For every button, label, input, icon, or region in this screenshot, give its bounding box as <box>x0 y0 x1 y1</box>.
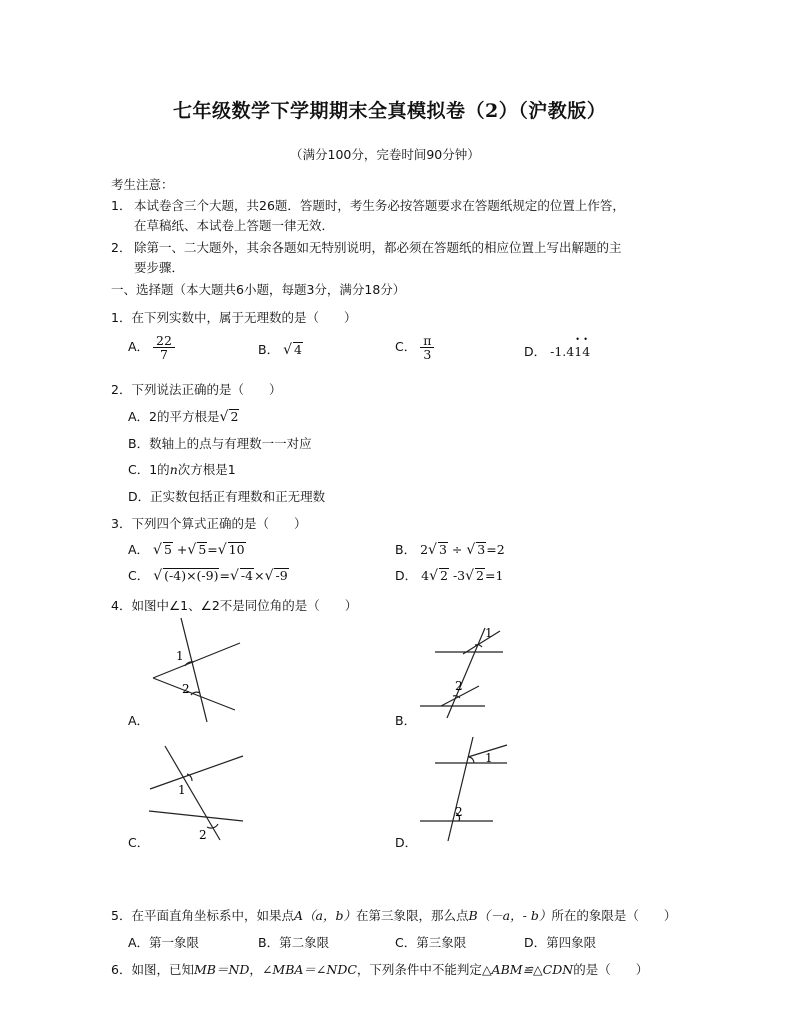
q1-b-radicand: 4 <box>293 342 302 357</box>
q6-stem-mid: ，下列条件中不能判定 <box>356 962 482 977</box>
q4-option-b-label: B． <box>395 713 417 728</box>
notes-heading: 考生注意： <box>111 177 174 192</box>
q5-option-d: D．第四象限 <box>524 935 597 950</box>
sqrt-icon: √ <box>187 542 197 558</box>
q3-option-a <box>128 540 246 558</box>
q1-a-fraction <box>153 334 175 361</box>
q3-d-r2: 2 <box>476 568 484 583</box>
q1-d-repeat-digit-2: • 4 <box>582 344 590 359</box>
q3-b-op: ÷ <box>451 542 463 557</box>
q1-c-numerator: π <box>420 334 434 348</box>
q1-option-d <box>524 342 590 360</box>
q3-option-d <box>395 566 503 584</box>
note-2-line2: 要步骤． <box>134 260 185 275</box>
q1-a-numerator: 22 <box>153 334 175 348</box>
q1-option-c <box>395 334 434 361</box>
question-4-stem: 4．如图中∠1、∠2不是同位角的是（ ） <box>111 598 358 613</box>
q4-option-d-label: D． <box>395 835 418 850</box>
q1-c-label: C． <box>395 339 417 355</box>
q1-b-label: B． <box>258 342 280 357</box>
page-title: 七年级数学下学期期末全真模拟卷（2）（沪教版） <box>173 100 607 122</box>
q5-point-b: B <box>468 908 478 923</box>
question-2-stem: 2．下列说法正确的是（ ） <box>111 382 282 397</box>
section-heading: 一、选择题（本大题共6小题，每题3分，满分18分） <box>111 282 406 297</box>
q5-option-a: A．第一象限 <box>128 935 200 950</box>
q2-c-pre: C．1的 <box>128 462 170 477</box>
q4a-angle-2-label: 2 <box>182 682 190 696</box>
q3-c-r3: -9 <box>275 568 288 583</box>
sqrt-icon: √ <box>465 568 475 584</box>
q1-d-label: D． <box>524 344 547 359</box>
sqrt-icon: √ <box>283 342 292 358</box>
q6-triangles: △ABM≌△CDN <box>481 962 574 977</box>
q3-d-eq: =1 <box>485 568 504 583</box>
sqrt-icon: √ <box>217 542 227 558</box>
q6-sep: ， <box>249 962 262 977</box>
q1-c-denominator: 3 <box>423 347 432 363</box>
q3-option-c <box>128 566 289 584</box>
q3-b-r2: 3 <box>477 542 486 557</box>
note-1-num: 1． <box>111 198 132 213</box>
q2-option-c <box>128 460 236 478</box>
figure-c <box>145 744 255 844</box>
note-1-line1: 本试卷含三个大题，共26题．答题时，考生务必按答题要求在答题纸规定的位置上作答， <box>134 198 625 213</box>
q3-c-r2: -4 <box>240 568 254 583</box>
q3-b-eq: =2 <box>486 542 505 557</box>
sqrt-icon: √ <box>219 409 229 425</box>
q3-a-label: A． <box>128 542 150 557</box>
q1-d-value: -1.4 <box>550 344 575 359</box>
q3-d-coef1: 4 <box>421 568 430 583</box>
q1-option-a <box>128 334 175 361</box>
q5-stem-mid: 在第三象限，那么点 <box>355 908 469 923</box>
q2-option-d: D．正实数包括正有理数和正无理数 <box>128 489 326 504</box>
q3-b-r1: 3 <box>438 542 447 557</box>
sqrt-icon: √ <box>264 568 274 584</box>
question-1-stem: 1．在下列实数中，属于无理数的是（ ） <box>111 310 357 325</box>
q3-a-r2: 5 <box>198 542 207 557</box>
q2-option-b: B．数轴上的点与有理数一一对应 <box>128 436 312 451</box>
q5-option-b: B．第二象限 <box>258 935 330 950</box>
q1-d-repeat-digit-1: • 1 <box>574 344 582 359</box>
sqrt-icon: √ <box>153 568 163 584</box>
page-subtitle: （满分100分，完卷时间90分钟） <box>290 147 480 162</box>
q2-c-n: n <box>169 462 178 477</box>
q2-option-a <box>128 407 239 425</box>
q2-a-radicand: 2 <box>230 409 239 424</box>
figure-b <box>415 622 515 722</box>
q5-coord-b: （－a，- b） <box>477 908 552 923</box>
q3-c-eq: = <box>219 568 230 583</box>
q4d-angle-2-label: 2 <box>455 805 463 819</box>
note-1-line2: 在草稿纸、本试卷上答题一律无效． <box>134 218 335 233</box>
q3-c-op: × <box>254 568 265 583</box>
q5-option-c: C．第三象限 <box>395 935 467 950</box>
question-3-stem: 3．下列四个算式正确的是（ ） <box>111 516 307 531</box>
q5-coord-a: （a，b） <box>303 908 356 923</box>
q3-c-label: C． <box>128 568 150 583</box>
sqrt-icon: √ <box>466 542 476 558</box>
sqrt-icon: √ <box>229 568 239 584</box>
q3-a-op: + <box>176 542 188 557</box>
figure-d <box>415 735 515 843</box>
q5-point-a: A <box>293 908 303 923</box>
q3-b-label: B． <box>395 542 417 557</box>
note-2-line1: 除第一、二大题外，其余各题如无特别说明，都必须在答题纸的相应位置上写出解题的主 <box>134 240 622 255</box>
q3-option-b <box>395 540 505 558</box>
figure-a <box>145 615 255 727</box>
q4-option-c-label: C． <box>128 835 150 850</box>
q2-a-text: A．2的平方根是 <box>128 409 220 424</box>
q6-stem-pre: 6．如图，已知 <box>111 962 194 977</box>
q1-a-label: A． <box>128 339 150 355</box>
q4d-angle-1-label: 1 <box>485 751 493 765</box>
question-5-stem <box>111 906 676 924</box>
sqrt-icon: √ <box>428 542 437 558</box>
q3-a-r1: 5 <box>163 542 172 557</box>
q3-b-coef: 2 <box>420 542 429 557</box>
q1-option-b <box>258 340 303 358</box>
note-2-num: 2． <box>111 240 132 255</box>
q3-a-eq: = <box>207 542 218 557</box>
q6-eq2: ∠MBA＝∠NDC <box>261 962 357 977</box>
q2-c-post: 次方根是1 <box>177 462 236 477</box>
q3-d-r1: 2 <box>440 568 448 583</box>
sqrt-icon: √ <box>429 568 438 584</box>
q5-stem-pre: 5．在平面直角坐标系中，如果点 <box>111 908 294 923</box>
q3-d-op: -3 <box>452 568 466 583</box>
q3-a-r3: 10 <box>228 542 245 557</box>
q4c-angle-2-label: 2 <box>199 828 207 842</box>
q3-c-r1: (-4)×(-9) <box>164 568 219 583</box>
q6-eq1: MB＝ND <box>193 962 250 977</box>
question-6-stem <box>111 960 648 978</box>
q4b-angle-1-label: 1 <box>485 626 493 640</box>
q4b-angle-2-label: 2 <box>455 679 463 693</box>
q1-a-denominator: 7 <box>160 347 168 363</box>
q5-stem-post: 所在的象限是（ ） <box>551 908 677 923</box>
sqrt-icon: √ <box>153 542 162 558</box>
q4-option-a-label: A． <box>128 713 150 728</box>
q1-c-fraction <box>420 334 434 361</box>
q3-d-label: D． <box>395 568 418 583</box>
q4c-angle-1-label: 1 <box>178 783 186 797</box>
q6-stem-post: 的是（ ） <box>573 962 649 977</box>
q4a-angle-1-label: 1 <box>176 649 184 663</box>
